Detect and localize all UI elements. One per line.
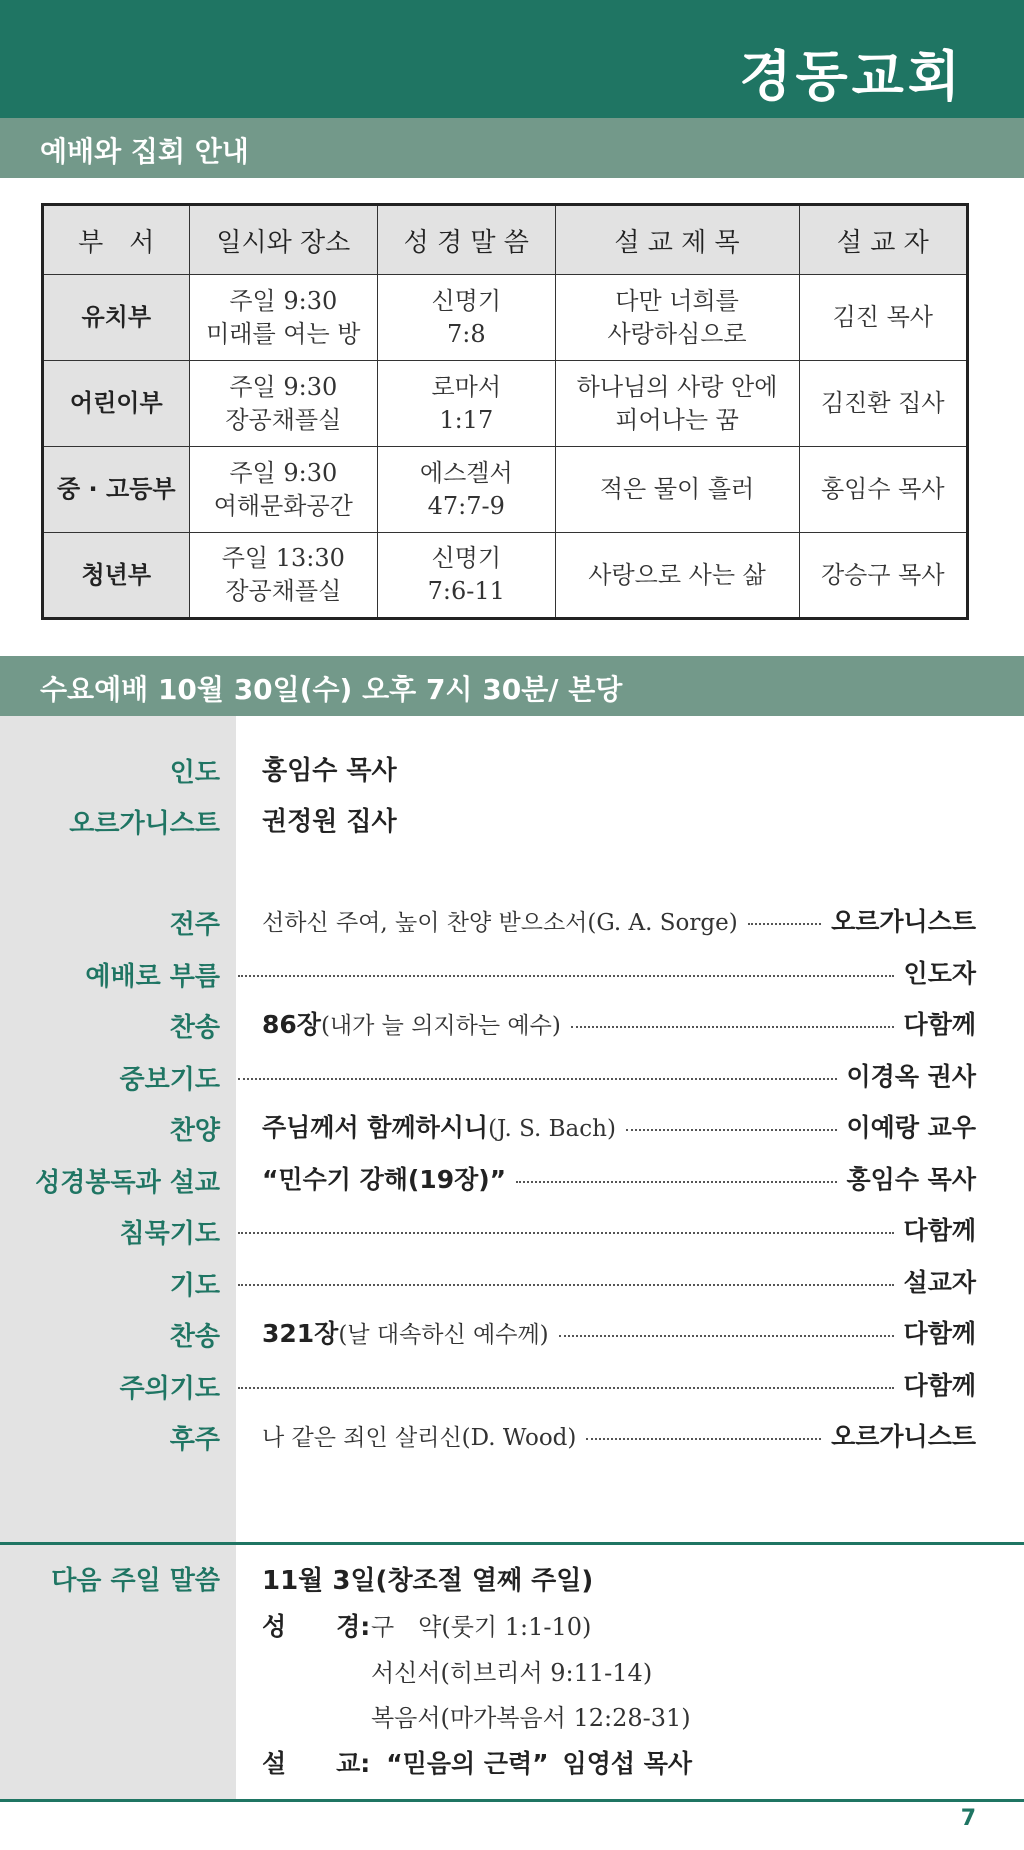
order-title: 321장(날 대속하신 예수께) [262,1319,549,1348]
order-label: 찬송 [169,1013,220,1043]
order-label: 예배로 부름 [85,962,220,992]
sermon-line: 설 교: “믿음의 근력” 임영섭 목사 [262,1749,693,1778]
leader-name: 홍임수 목사 [262,755,397,786]
order-item [0,898,1024,942]
dept-cell: 어린이부 [43,361,190,447]
dotted-leader [586,1438,821,1440]
dotted-leader [748,923,821,925]
order-person: 이예랑 교우 [846,1113,976,1142]
order-person: 다함께 [903,1216,976,1245]
dept-cell: 중 · 고등부 [43,447,190,533]
order-item [0,950,1024,994]
dotted-leader [238,975,894,977]
leader-label: 인도 [169,758,220,788]
column-header: 설 교 제 목 [555,205,799,275]
order-item [0,1310,1024,1354]
order-label: 중보기도 [119,1065,220,1095]
order-label: 기도 [169,1271,220,1301]
dotted-leader [516,1181,836,1183]
table-row [43,447,968,533]
divider [0,1542,1024,1545]
order-label: 후주 [169,1425,220,1455]
dept-cell: 유치부 [43,275,190,361]
order-label: 찬양 [169,1116,220,1146]
label-column-background [0,716,236,1800]
organist-name: 권정원 집사 [262,806,397,837]
preacher-cell: 김진 목사 [799,275,967,361]
table-header-row [43,205,968,275]
order-person: 오르가니스트 [831,1422,976,1451]
dotted-leader [626,1129,837,1131]
dotted-leader [559,1335,894,1337]
church-name: 경동교회 [739,44,964,108]
order-person: 다함께 [903,1371,976,1400]
preacher-cell: 김진환 집사 [799,361,967,447]
preacher-cell: 홍임수 목사 [799,447,967,533]
column-header: 성 경 말 씀 [378,205,555,275]
order-title: 나 같은 죄인 살리신(D. Wood) [262,1424,577,1451]
order-title: “민수기 강해(19장)” [262,1165,507,1194]
order-person: 홍임수 목사 [846,1165,976,1194]
dotted-leader [238,1232,894,1234]
dept-cell: 청년부 [43,533,190,619]
next-week-date: 11월 3일(창조절 열째 주일) [262,1566,594,1596]
table-row [43,361,968,447]
dotted-leader [238,1284,894,1286]
order-person: 다함께 [903,1319,976,1348]
order-person: 오르가니스트 [831,907,976,936]
order-item [0,1104,1024,1148]
epistle-reading: 서신서(히브리서 9:11-14) [371,1659,653,1687]
preacher-cell: 강승구 목사 [799,533,967,619]
organist-label: 오르가니스트 [69,809,220,839]
scripture-cell: 에스겔서 47:7-9 [378,447,555,533]
footer-rule [0,1799,1024,1802]
time-place-cell: 주일 9:30 미래를 여는 방 [189,275,377,361]
column-header: 설 교 자 [799,205,967,275]
order-title: 선하신 주여, 높이 찬양 받으소서(G. A. Sorge) [262,909,738,936]
order-item [0,1413,1024,1457]
scripture-cell: 신명기 7:6-11 [378,533,555,619]
order-label: 전주 [169,910,220,940]
time-place-cell: 주일 9:30 장공채플실 [189,361,377,447]
sermon-title-cell: 사랑으로 사는 삶 [555,533,799,619]
organist-row [0,797,1024,841]
next-week-label: 다음 주일 말씀 [51,1566,220,1596]
schedule-table [41,203,969,620]
old-testament-reading: 구 약(룻기 1:1-10) [371,1613,592,1641]
order-title: 주님께서 함께하시니(J. S. Bach) [262,1113,616,1142]
gospel-reading: 복음서(마가복음서 12:28-31) [371,1704,691,1732]
order-item [0,1259,1024,1303]
section-title: 예배와 집회 안내 [40,135,249,168]
sermon-title-cell: 다만 너희를 사랑하심으로 [555,275,799,361]
column-header: 일시와 장소 [189,205,377,275]
order-item [0,1053,1024,1097]
order-label: 주의기도 [119,1374,220,1404]
time-place-cell: 주일 13:30 장공채플실 [189,533,377,619]
table-row [43,275,968,361]
dotted-leader [238,1387,894,1389]
wednesday-service-title: 수요예배 10월 30일(수) 오후 7시 30분/ 본당 [40,673,623,706]
table-row [43,533,968,619]
order-item [0,1207,1024,1251]
page-number: 7 [960,1806,976,1831]
dotted-leader [238,1078,837,1080]
order-person: 인도자 [903,959,976,988]
order-item [0,1001,1024,1045]
leader-row [0,746,1024,790]
order-title: 86장(내가 늘 의지하는 예수) [262,1010,561,1039]
order-label: 침묵기도 [119,1219,220,1249]
sermon-title-cell: 하나님의 사랑 안에 피어나는 꿈 [555,361,799,447]
scripture-cell: 신명기 7:8 [378,275,555,361]
column-header: 부 서 [43,205,190,275]
order-person: 설교자 [903,1268,976,1297]
dotted-leader [571,1026,894,1028]
order-item [0,1156,1024,1200]
sermon-title-cell: 적은 물이 흘러 [555,447,799,533]
time-place-cell: 주일 9:30 여해문화공간 [189,447,377,533]
order-person: 다함께 [903,1010,976,1039]
scripture-cell: 로마서 1:17 [378,361,555,447]
order-label: 성경봉독과 설교 [35,1168,220,1198]
scripture-key: 성 경: [262,1612,371,1641]
order-item [0,1362,1024,1406]
page-header [0,0,1024,118]
order-person: 이경옥 권사 [846,1062,976,1091]
order-label: 찬송 [169,1322,220,1352]
wednesday-service-bar [0,656,1024,716]
section-title-bar [0,118,1024,178]
